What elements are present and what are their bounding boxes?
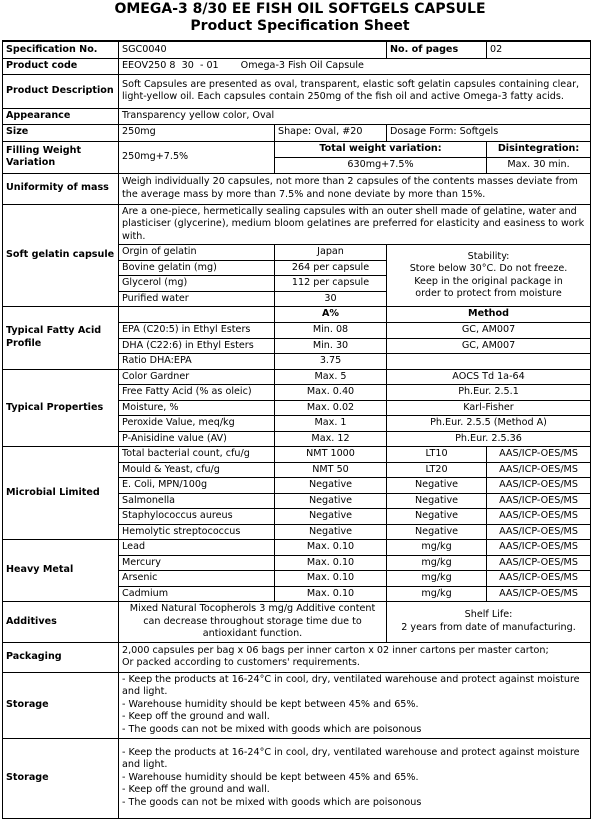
microbial-method: AAS/ICP-OES/MS	[487, 493, 591, 509]
microbial-value: NMT 50	[275, 462, 387, 478]
gelatin-item-value: 30	[275, 291, 387, 307]
total-weight-value: 630mg+7.5%	[275, 157, 487, 173]
packaging-label: Packaging	[3, 642, 119, 672]
additives-row	[3, 602, 591, 643]
typical-value: Max. 5	[275, 369, 387, 385]
heavy-unit: mg/kg	[387, 571, 487, 587]
typical-method: Ph.Eur. 2.5.5 (Method A)	[387, 416, 591, 432]
heavy-label: Heavy Metal	[3, 540, 119, 602]
additives-text: Mixed Natural Tocopherols 3 mg/g Additive content can decrease throughout storage time due to antioxidant function.	[119, 602, 387, 643]
typical-value: Max. 12	[275, 431, 387, 447]
shelf-life-text: 2 years from date of manufacturing.	[401, 621, 576, 633]
heavy-name: Lead	[119, 540, 275, 556]
microbial-method: AAS/ICP-OES/MS	[487, 478, 591, 494]
appearance-row	[3, 108, 591, 124]
fatty-name: Ratio DHA:EPA	[119, 354, 275, 370]
appearance-text: Transparency yellow color, Oval	[119, 108, 591, 124]
microbial-value: NMT 1000	[275, 447, 387, 463]
fatty-label: Typical Fatty Acid Profile	[3, 307, 119, 370]
microbial-name: Salmonella	[119, 493, 275, 509]
document-header	[0, 0, 600, 38]
filling-row	[3, 141, 591, 157]
gelatin-text: Are a one-piece, hermetically sealing capsules with an outer shell made of gelatine, water and plasticiser (glycerine), medium bloom gelatines are preferred for elasticity and easiness to work with.	[119, 204, 591, 245]
pages-value: 02	[487, 41, 591, 58]
storage-line: - Keep off the ground and wall.	[122, 784, 270, 796]
additives-label: Additives	[3, 602, 119, 643]
microbial-unit: LT20	[387, 462, 487, 478]
fatty-name: DHA (C22:6) in Ethyl Esters	[119, 338, 275, 354]
description-row	[3, 74, 591, 108]
microbial-unit: Negative	[387, 478, 487, 494]
heavy-row	[3, 540, 591, 556]
microbial-value: Negative	[275, 493, 387, 509]
storage-row	[3, 672, 591, 738]
gelatin-item-value: 264 per capsule	[275, 260, 387, 276]
fatty-header-row	[3, 307, 591, 323]
fatty-value: Min. 08	[275, 323, 387, 339]
typical-name: P-Anisidine value (AV)	[119, 431, 275, 447]
fatty-method: GC, AM007	[387, 323, 591, 339]
disintegration-value: Max. 30 min.	[487, 157, 591, 173]
packaging-line: 2,000 capsules per bag x 06 bags per inner carton x 02 inner cartons per master carton;	[122, 644, 549, 656]
heavy-name: Mercury	[119, 555, 275, 571]
gelatin-item-value: Japan	[275, 245, 387, 261]
typical-row	[3, 369, 591, 385]
product-code-value	[119, 58, 591, 74]
microbial-value: Negative	[275, 478, 387, 494]
storage-line: - The goods can not be mixed with goods which are poisonous	[122, 796, 422, 808]
microbial-row	[3, 447, 591, 463]
microbial-unit: Negative	[387, 524, 487, 540]
size-value: 250mg	[119, 124, 275, 141]
storage-line: - The goods can not be mixed with goods which are poisonous	[122, 723, 422, 735]
stability-label: Stability:	[467, 250, 510, 262]
typical-name: Free Fatty Acid (% as oleic)	[119, 385, 275, 401]
product-code-label: Product code	[3, 58, 119, 74]
heavy-unit: mg/kg	[387, 540, 487, 556]
size-label: Size	[3, 124, 119, 141]
storage-line: - Keep the products at 16-24°C in cool, dry, ventilated warehouse and protect against moisture and light.	[122, 746, 580, 771]
heavy-name: Arsenic	[119, 571, 275, 587]
storage-text	[119, 738, 591, 818]
fatty-value: 3.75	[275, 354, 387, 370]
microbial-value: Negative	[275, 509, 387, 525]
storage-line: - Keep the products at 16-24°C in cool, dry, ventilated warehouse and protect against moisture and light.	[122, 673, 580, 698]
filling-label: Filling Weight Variation	[3, 141, 119, 173]
heavy-method: AAS/ICP-OES/MS	[487, 571, 591, 587]
gelatin-item-name: Glycerol (mg)	[119, 276, 275, 292]
typical-value: Max. 0.40	[275, 385, 387, 401]
fatty-col-method: Method	[387, 307, 591, 323]
fatty-method	[387, 354, 591, 370]
packaging-row	[3, 642, 591, 672]
appearance-label: Appearance	[3, 108, 119, 124]
typical-method: Karl-Fisher	[387, 400, 591, 416]
uniformity-row	[3, 173, 591, 204]
storage-label: Storage	[3, 672, 119, 738]
uniformity-label: Uniformity of mass	[3, 173, 119, 204]
typical-value: Max. 0.02	[275, 400, 387, 416]
heavy-value: Max. 0.10	[275, 540, 387, 556]
typical-name: Moisture, %	[119, 400, 275, 416]
fatty-col-a: A%	[275, 307, 387, 323]
filling-value: 250mg+7.5%	[119, 141, 275, 173]
uniformity-text: Weigh individually 20 capsules, not more than 2 capsules of the contents masses deviate from the average mass by more than 7.5% and none deviate by more than 15%.	[119, 173, 591, 204]
microbial-name: E. Coli, MPN/100g	[119, 478, 275, 494]
spec-table	[2, 40, 591, 819]
typical-method: Ph.Eur. 2.5.36	[387, 431, 591, 447]
storage-line: - Warehouse humidity should be kept between 45% and 65%.	[122, 771, 419, 783]
microbial-value: Negative	[275, 524, 387, 540]
description-text: Soft Capsules are presented as oval, transparent, elastic soft gelatin capsules containing clear, light-yellow oil. Each capsules contain 250mg of the fish oil and active Omega-3 fatty acids.	[119, 74, 591, 108]
microbial-unit: Negative	[387, 509, 487, 525]
product-code-row	[3, 58, 591, 74]
microbial-method: AAS/ICP-OES/MS	[487, 524, 591, 540]
heavy-name: Cadmium	[119, 586, 275, 602]
spec-no-value: SGC0040	[119, 41, 387, 58]
gelatin-item-name: Bovine gelatin (mg)	[119, 260, 275, 276]
heavy-unit: mg/kg	[387, 586, 487, 602]
description-label: Product Description	[3, 74, 119, 108]
stability-text: Store below 30°C. Do not freeze. Keep in the original package in order to protect from moisture	[409, 263, 568, 299]
heavy-value: Max. 0.10	[275, 571, 387, 587]
document-title: OMEGA-3 8/30 EE FISH OIL SOFTGELS CAPSULE	[114, 1, 486, 17]
heavy-method: AAS/ICP-OES/MS	[487, 540, 591, 556]
gelatin-item-name: Orgin of gelatin	[119, 245, 275, 261]
heavy-value: Max. 0.10	[275, 555, 387, 571]
document-subtitle: Product Specification Sheet	[190, 18, 410, 34]
shelf-life-cell	[387, 602, 591, 643]
spec-no-row	[3, 41, 591, 58]
microbial-name: Total bacterial count, cfu/g	[119, 447, 275, 463]
packaging-text	[119, 642, 591, 672]
gelatin-row	[3, 204, 591, 245]
fatty-value: Min. 30	[275, 338, 387, 354]
packaging-line: Or packed according to customers' requirements.	[122, 657, 360, 668]
typical-name: Peroxide Value, meq/kg	[119, 416, 275, 432]
pages-label: No. of pages	[387, 41, 487, 58]
fatty-name: EPA (C20:5) in Ethyl Esters	[119, 323, 275, 339]
microbial-method: AAS/ICP-OES/MS	[487, 462, 591, 478]
storage-line: - Keep off the ground and wall.	[122, 711, 270, 723]
storage-text	[119, 672, 591, 738]
disintegration-label: Disintegration:	[487, 141, 591, 157]
stability-cell	[387, 245, 591, 307]
typical-value: Max. 1	[275, 416, 387, 432]
shelf-life-label: Shelf Life:	[464, 609, 513, 621]
microbial-unit: Negative	[387, 493, 487, 509]
typical-method: Ph.Eur. 2.5.1	[387, 385, 591, 401]
microbial-name: Mould & Yeast, cfu/g	[119, 462, 275, 478]
heavy-method: AAS/ICP-OES/MS	[487, 555, 591, 571]
product-name: Omega-3 Fish Oil Capsule	[240, 59, 364, 71]
microbial-method: AAS/ICP-OES/MS	[487, 509, 591, 525]
heavy-unit: mg/kg	[387, 555, 487, 571]
shape-value: Shape: Oval, #20	[275, 124, 387, 141]
spec-no-label: Specification No.	[3, 41, 119, 58]
total-weight-label: Total weight variation:	[275, 141, 487, 157]
dosage-value: Dosage Form: Softgels	[387, 124, 591, 141]
gelatin-item-value: 112 per capsule	[275, 276, 387, 292]
heavy-method: AAS/ICP-OES/MS	[487, 586, 591, 602]
size-row	[3, 124, 591, 141]
storage-label: Storage	[3, 738, 119, 818]
typical-label: Typical Properties	[3, 369, 119, 447]
heavy-value: Max. 0.10	[275, 586, 387, 602]
microbial-label: Microbial Limited	[3, 447, 119, 540]
gelatin-label: Soft gelatin capsule	[3, 204, 119, 307]
gelatin-item-name: Purified water	[119, 291, 275, 307]
typical-method: AOCS Td 1a-64	[387, 369, 591, 385]
microbial-method: AAS/ICP-OES/MS	[487, 447, 591, 463]
fatty-method: GC, AM007	[387, 338, 591, 354]
microbial-name: Staphylococcus aureus	[119, 509, 275, 525]
typical-name: Color Gardner	[119, 369, 275, 385]
storage-line: - Warehouse humidity should be kept between 45% and 65%.	[122, 698, 419, 710]
microbial-unit: LT10	[387, 447, 487, 463]
product-code: EEOV250 8 30 - 01	[122, 59, 219, 71]
microbial-name: Hemolytic streptococcus	[119, 524, 275, 540]
storage-row	[3, 738, 591, 818]
